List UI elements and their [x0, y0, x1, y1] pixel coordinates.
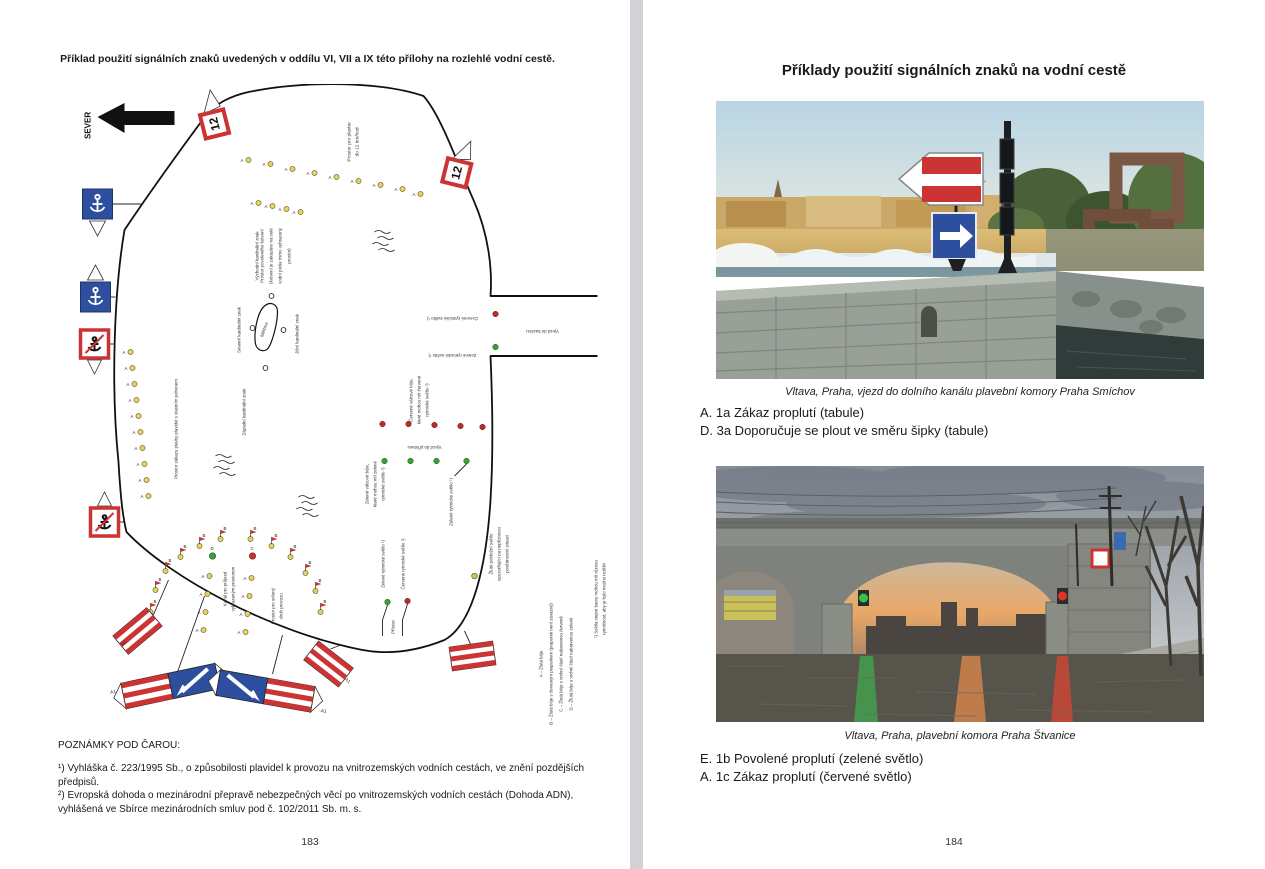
- north-arrow-icon: [84, 103, 175, 139]
- banner-a1-label: A1: [120, 639, 129, 648]
- cardinal-south-label: Jižní kardinální znak: [294, 314, 300, 354]
- sign-line: A. 1c Zákaz proplutí (červené světlo): [700, 769, 912, 784]
- speed-value: 12: [448, 164, 466, 181]
- special-area-label: druh provozu: [278, 593, 284, 619]
- harbor-entry-label: Vjezd do přístavu: [407, 445, 442, 450]
- no-motor-label: Prostor zákazu plavby plavidel s vlastním pohonem: [173, 379, 179, 479]
- basin-red-light: [493, 311, 499, 317]
- footnote-2: ²) Evropská dohoda o mezinárodní přepravě nebezpečných věcí po vnitrozemských vodních cestách (Dohoda ADN), vyhlášená ve Sbírce mezinárodních smluv pod č. 102/2011 Sb. m. s.: [58, 790, 574, 816]
- basin-green-light: [493, 344, 499, 350]
- photo-stvanice: [716, 466, 1204, 722]
- cardinal-buoy-west: [250, 326, 255, 331]
- no-motor-area: [123, 349, 179, 499]
- speed-value: 12: [206, 115, 223, 133]
- yellow-light-label: povětrnostní situaci: [504, 535, 510, 573]
- waves-icon: [373, 231, 395, 252]
- page-number-right: 184: [945, 836, 963, 848]
- basin-green-light-label: Zelené rytmické světlo ¹): [428, 353, 477, 358]
- lake-shoreline: [114, 84, 492, 652]
- cardinal-north-label: Severní kardinální znak: [236, 307, 242, 353]
- channel-label: vyhrazeným prostorem: [230, 566, 236, 612]
- green-buoys-label: rytmické světlo ¹): [380, 467, 386, 501]
- bridge: [716, 518, 1204, 664]
- harbor-label: Přístav: [390, 620, 396, 634]
- page-183: [0, 0, 630, 869]
- footnotes: [58, 739, 608, 817]
- anchorage-label: (kotvení je zakázáno na celé: [268, 228, 274, 284]
- photo-1-sign-list: [700, 404, 1240, 440]
- basin-entry-label: Vjezd do bazénu: [526, 329, 559, 334]
- special-area-buoys: [148, 526, 327, 635]
- light-note: ¹) Světla stejné barvy mohou mít různou: [593, 560, 599, 638]
- cardinal-buoy-south: [263, 366, 268, 371]
- harbor-red-light: [405, 598, 411, 604]
- basin-piers: [426, 296, 597, 358]
- waves-icon: [214, 455, 236, 476]
- right-page-title: Příklady použití signálních znaků na vodní cestě: [781, 62, 1127, 79]
- footnotes-heading: POZNÁMKY POD ČAROU:: [58, 740, 181, 751]
- green-signal-light: [859, 594, 868, 603]
- yellow-shore-light: [472, 526, 510, 580]
- embankment-wall: [716, 271, 1204, 379]
- speed-area-buoys: [241, 157, 424, 197]
- anchoring-permitted-sign: [83, 189, 143, 236]
- photo-smichov: [716, 101, 1204, 379]
- red-buoys-label: které mohou mít červené: [416, 375, 422, 425]
- cardinal-east-label: Východní kardinální znak: [254, 231, 260, 281]
- special-area-label: Prostor pro určený: [270, 587, 276, 625]
- green-buoys-label: které mohou mít zelené: [372, 461, 378, 507]
- cardinal-buoy-north: [269, 294, 274, 299]
- light-note: rytmičnost, aby je bylo možno rozlišit: [601, 563, 607, 635]
- channel-label: Kanál pro průjezd: [222, 571, 228, 607]
- speed-area-label: do 12 km/hod: [355, 127, 361, 157]
- yellow-light-label: upozorňující na nepříznivou: [496, 527, 502, 581]
- banner-a1-label: A1: [109, 689, 117, 696]
- harbor-green-light-label: Zelené rytmické světlo ¹): [380, 540, 386, 588]
- red-buoy-row: [380, 375, 486, 450]
- speed-limit-sign: [195, 88, 229, 138]
- basin-red-light-label: Červené rytmické světlo ¹): [427, 316, 478, 321]
- no-anchoring-sign: [81, 330, 114, 374]
- sign-line: A. 1a Zákaz proplutí (tabule): [700, 405, 865, 420]
- legend-item: C – Žlutá bóje s vrchní částí nabarvenou červeně: [558, 616, 564, 712]
- green-light-label: Zelené rytmické světlo ¹): [448, 478, 454, 526]
- harbor-red-light-label: Červené rytmické světlo ¹): [400, 538, 406, 590]
- no-anchoring-sign: [91, 492, 125, 536]
- page-184: [643, 0, 1265, 869]
- banner-a1-label: A1: [343, 677, 351, 686]
- anchorage-label: vodní ploše mimo vyhrazený: [277, 228, 283, 284]
- red-buoys-label: Červené válcové bóje,: [408, 378, 414, 422]
- red-buoys-label: rytmické světlo ¹): [424, 383, 430, 417]
- photo-2-sign-list: [700, 750, 1240, 786]
- sign-line: E. 1b Povolené proplutí (zelené světlo): [700, 751, 924, 766]
- north-label: SEVER: [83, 111, 93, 139]
- legend-item: A – Žlutá bóje: [538, 650, 544, 678]
- waterway-diagram: [50, 84, 615, 734]
- harbor-green-light: [385, 599, 391, 605]
- small-harbor: [381, 538, 411, 636]
- legend-item: D – Žlutá bóje s vrchní částí nabarvenou zeleně: [568, 617, 574, 711]
- banner-signs: [110, 580, 496, 715]
- cardinal-buoy-east: [281, 328, 286, 333]
- shoal-label: Mělčina: [259, 321, 269, 338]
- legend-item: B – Žlutá bóje s červeným praporkem (praporek není závazný): [548, 603, 554, 725]
- yellow-light-label: Žluté pobřežní světlo: [488, 533, 494, 575]
- footnote-1: ¹) Vyhláška č. 223/1995 Sb., o způsobilosti plavidel k provozu na vnitrozemských vodních cestách, ve znění pozdějších předpisů.: [58, 762, 585, 788]
- banner-a1-label: A1: [320, 709, 327, 715]
- left-page-title: Příklad použití signálních znaků uvedených v oddílu VI, VII a IX této přílohy na rozlehlé vodní cestě.: [60, 53, 555, 65]
- buoy-legend: [539, 603, 574, 725]
- page-number-left: 183: [301, 836, 319, 848]
- photo-1-caption: Vltava, Praha, vjezd do dolního kanálu plavební komory Praha Smíchov: [785, 386, 1135, 398]
- anchoring-permitted-sign: [81, 265, 116, 312]
- waves-icon: [297, 496, 319, 517]
- building-left: [724, 590, 776, 620]
- red-signal-light: [1058, 592, 1067, 601]
- sign-line: D. 3a Doporučuje se plout ve směru šipky (tabule): [700, 423, 989, 438]
- anchorage-label: prostor): [286, 248, 292, 264]
- green-buoy-row: [365, 458, 470, 526]
- photo-2-caption: Vltava, Praha, plavební komora Praha Štvanice: [844, 730, 1076, 742]
- cardinal-west-label: Západní kardinální znak: [241, 388, 247, 436]
- green-buoys-label: Zelené válcové bóje,: [364, 463, 370, 505]
- speed-limit-sign: [442, 137, 476, 187]
- water: [716, 654, 1204, 722]
- page-gutter: [630, 0, 643, 869]
- speed-area-label: Prostor pro plavbu: [347, 122, 353, 162]
- anchorage-label: Prostor povoleného kotvení: [259, 229, 265, 283]
